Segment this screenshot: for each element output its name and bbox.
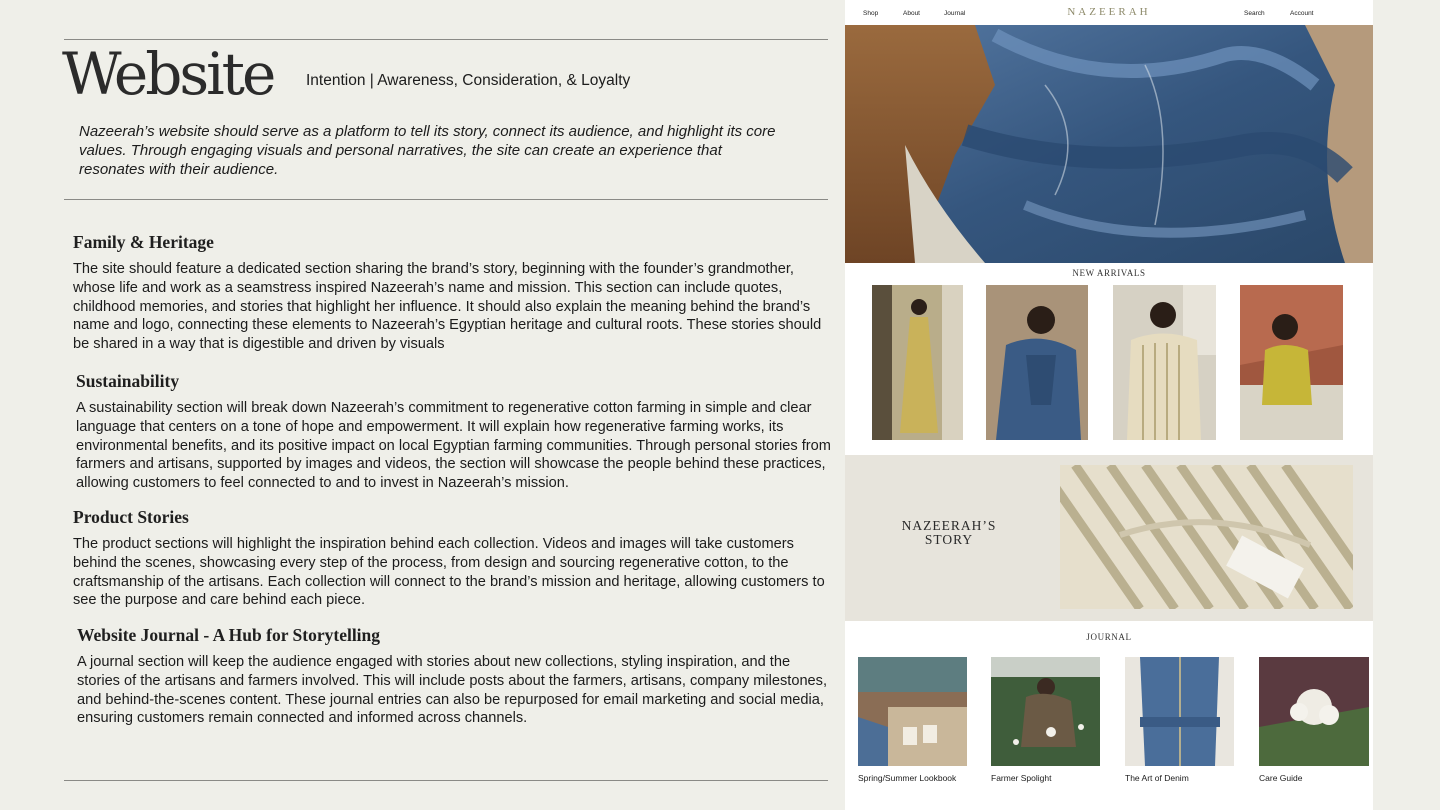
section-body: The product sections will highlight the inspiration behind each collection. Videos and images will take customers behind the scenes, showcasing every step of the process, from design and sourcing regenerative cotton, to the craftsmanship of the artisans. Each collection will connect to the brand’s mission and heritage, allowing customers to see the purpose and care behind each piece. — [73, 536, 825, 609]
section-heading: Website Journal - A Hub for Storytelling — [77, 625, 381, 645]
hero-image[interactable] — [845, 25, 1373, 263]
product-photo-yellow-top — [1240, 285, 1343, 440]
section-heading: Sustainability — [76, 371, 180, 391]
product-photo-yellow-dress — [872, 285, 963, 440]
journal-card-image[interactable] — [1259, 657, 1369, 766]
product-card[interactable] — [1113, 285, 1216, 440]
intro-rule — [64, 199, 828, 200]
website-mockup — [845, 0, 1373, 810]
story-image — [1060, 465, 1353, 609]
story-banner[interactable] — [845, 455, 1373, 621]
journal-item-label[interactable]: Care Guide — [1259, 773, 1303, 783]
hero-denim-photo — [845, 25, 1373, 263]
journal-photo-lookbook — [858, 657, 967, 766]
intention-line: Intention | Awareness, Consideration, & Loyalty — [306, 72, 631, 89]
product-card[interactable] — [872, 285, 963, 440]
journal-item-label[interactable]: The Art of Denim — [1125, 773, 1189, 783]
section-sustainability — [76, 371, 836, 493]
nav-journal-link[interactable]: Journal — [944, 10, 966, 17]
section-product-stories — [73, 507, 833, 610]
slide-title: Website — [62, 40, 274, 108]
site-nav — [845, 0, 1373, 25]
journal-item-label[interactable]: Farmer Spolight — [991, 773, 1052, 783]
story-striped-shirt-photo — [1060, 465, 1353, 609]
journal-card-image[interactable] — [991, 657, 1100, 766]
product-photo-denim-jacket — [986, 285, 1088, 440]
journal-photo-care-guide — [1259, 657, 1369, 766]
product-photo-striped-shirt — [1113, 285, 1216, 440]
section-heading: Family & Heritage — [73, 232, 214, 252]
section-body: A journal section will keep the audience engaged with stories about new collections, styling inspiration, and the stories of the artisans and farmers involved. This will include posts about the farmers, artisans, company milestones, and behind-the-scenes content. These journal entries can also be repurposed for email marketing and social media, ensuring customers remain connected and informed across channels. — [77, 654, 828, 727]
section-website-journal — [77, 625, 837, 728]
journal-photo-farmer — [991, 657, 1100, 766]
section-body: The site should feature a dedicated section sharing the brand’s story, beginning with the founder’s grandmother, whose life and work as a seamstress inspired Nazeerah’s name and mission. This section can include quotes, childhood memories, and stories that highlight her influence. It should also explain the meaning behind the brand’s name and logo, connecting these elements to Nazeerah’s Egyptian heritage and cultural roots. These stories should be shared in a way that is digestible and driven by visuals — [73, 261, 822, 353]
section-heading: Product Stories — [73, 507, 189, 527]
bottom-rule — [64, 780, 828, 781]
site-logo[interactable]: NAZEERAH — [1067, 6, 1151, 18]
journal-card-image[interactable] — [858, 657, 967, 766]
journal-card-image[interactable] — [1125, 657, 1234, 766]
nav-about-link[interactable]: About — [903, 10, 920, 17]
product-card[interactable] — [1240, 285, 1343, 440]
section-family-heritage — [73, 232, 833, 354]
section-body: A sustainability section will break down Nazeerah’s commitment to regenerative cotton farming in simple and clear language that centers on a tone of hope and empowerment. It will explain how regenerative farming works, its environmental benefits, and its positive impact on local Egyptian farming communities. Through personal stories from farmers and artisans, supported by images and videos, the section will showcase the people behind these practices, allowing customers to feel connected to and to invest in Nazeerah’s mission. — [76, 400, 831, 492]
nav-account-link[interactable]: Account — [1290, 10, 1314, 17]
new-arrivals-title: NEW ARRIVALS — [1072, 268, 1146, 278]
journal-photo-denim — [1125, 657, 1234, 766]
nav-shop-link[interactable]: Shop — [863, 10, 879, 17]
journal-title: JOURNAL — [1086, 632, 1132, 642]
story-title: NAZEERAH’S STORY — [901, 518, 997, 547]
product-card[interactable] — [986, 285, 1088, 440]
journal-item-label[interactable]: Spring/Summer Lookbook — [858, 773, 957, 783]
nav-search-link[interactable]: Search — [1244, 10, 1265, 17]
intro-paragraph: Nazeerah’s website should serve as a platform to tell its story, connect its audience, and highlight its core values. Through engaging visuals and personal narratives, the site can create an experience that resonates with their audience. — [79, 123, 776, 178]
